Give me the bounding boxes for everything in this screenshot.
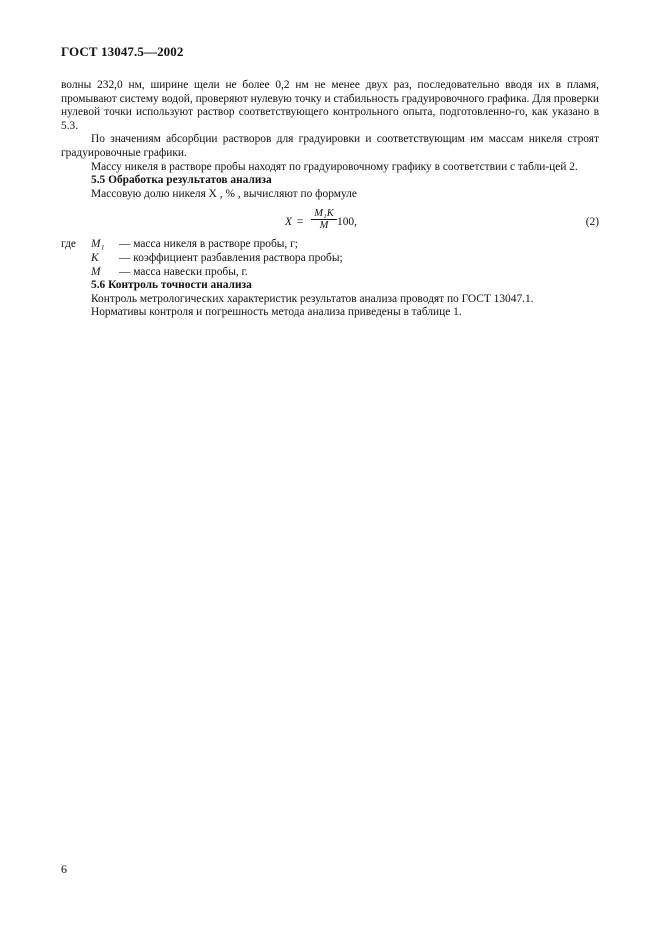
formula-lhs: X (285, 216, 292, 229)
formula-equals: = (297, 216, 304, 229)
formula-fraction (311, 208, 337, 232)
formula-block (61, 204, 599, 238)
definition-row (61, 266, 599, 280)
definition-text: — масса навески пробы, г. (119, 265, 248, 278)
definition-text: — коэффициент разбавления раствора пробы; (119, 251, 343, 264)
formula-denominator: M (319, 220, 329, 232)
section-5-6-paragraph-1: Контроль метрологических характеристик результатов анализа проводят по ГОСТ 13047.1. (91, 292, 534, 305)
formula-definitions (61, 238, 599, 279)
paragraph-calibration-graphs: По значениям абсорбции растворов для градуировки и соответствующим им массам никеля строят градуировочные графики. (61, 133, 599, 159)
formula-numerator: M₁K (311, 208, 337, 220)
page-number: 6 (61, 862, 67, 876)
definition-text: — масса никеля в растворе пробы, г; (119, 238, 298, 251)
equation-number: (2) (585, 216, 599, 229)
definition-lead: где (61, 238, 76, 251)
section-5-5-heading: 5.5 Обработка результатов анализа (91, 174, 272, 187)
paragraph-continuation: волны 232,0 нм, ширине щели не более 0,2 нм не менее двух раз, последовательно вводя их в пламя, промывают систему водой, проверяют нулевую точку и стабильность градуировочного графика. Для проверки нулевой точки используют раствор соответствующего контрольного опыта, подготовленно-го, как указано в 5.3. (61, 79, 599, 132)
paragraph-nickel-mass: Массу никеля в растворе пробы находят по градуировочному графику в соответствии с табли-цей 2. (91, 160, 578, 173)
section-5-6-heading: 5.6 Контроль точности анализа (91, 279, 252, 292)
section-5-6-paragraph-2: Нормативы контроля и погрешность метода анализа приведены в таблице 1. (91, 306, 462, 319)
definition-symbol: K (91, 251, 99, 264)
document-header: ГОСТ 13047.5—2002 (61, 44, 184, 59)
formula-multiplier: 100, (337, 216, 357, 229)
definition-symbol: M (91, 265, 101, 278)
definition-symbol: M₁ (91, 238, 105, 251)
definition-row (61, 252, 599, 266)
section-5-5-intro: Массовую долю никеля X , % , вычисляют по формуле (91, 187, 357, 200)
definition-row (61, 238, 599, 252)
document-body (61, 79, 599, 320)
